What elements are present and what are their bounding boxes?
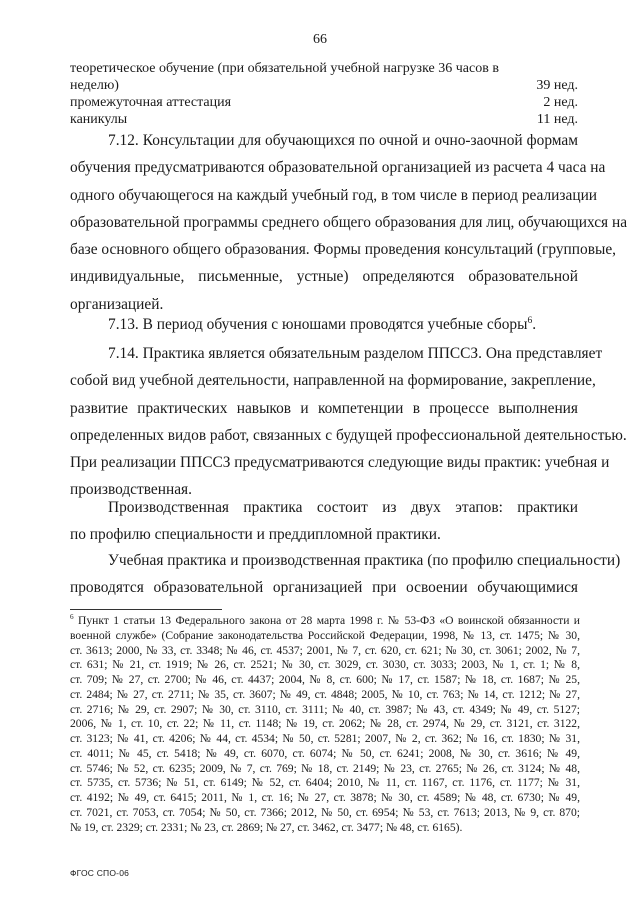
paragraph-educational-practice: Учебная практика и производственная практика (по профилю специальности) проводятся образовательной организацией при освоении обучающимися bbox=[70, 552, 621, 597]
paragraph-production-practice: Производственная практика состоит из двух этапов: практики по профилю специальности и преддипломной практики. bbox=[70, 499, 578, 544]
schedule-row-theory-line1: теоретическое обучение (при обязательной учебной нагрузке 36 часов в bbox=[70, 61, 499, 76]
paragraph-7-14: 7.14. Практика является обязательным разделом ППССЗ. Она представляет собой вид учебной деятельности, направленной на формирование, закрепление, развитие практических навыков и компетенции в процессе выполнения определенных видов работ, связанных с будущей профессиональной деятельностью. При реализации ППССЗ предусматриваются следующие виды практик: учебная и производственная. bbox=[70, 345, 627, 499]
schedule-row-holidays: каникулы 11 нед. bbox=[70, 112, 578, 127]
schedule-holidays-value: 11 нед. bbox=[536, 112, 578, 127]
page-footer: ФГОС СПО-06 bbox=[70, 868, 130, 878]
paragraph-7-12: 7.12. Консультации для обучающихся по очной и очно-заочной формам обучения предусматриваются образовательной организацией из расчета 4 часа на одного обучающегося на каждый учебный год, в том числе в период реализации образовательной программы среднего общего образования для лиц, обучающихся на базе основного общего образования. Формы проведения консультаций (групповые, индивидуальные, письменные, устные) определяются образовательной организацией. bbox=[70, 132, 628, 313]
schedule-row-attestation: промежуточная аттестация 2 нед. bbox=[70, 95, 578, 110]
footnote-separator bbox=[70, 609, 222, 610]
page-number: 66 bbox=[313, 32, 327, 47]
schedule-row-theory-line2: неделю) 39 нед. bbox=[70, 78, 578, 93]
footnote-number: 6 bbox=[70, 613, 74, 622]
schedule-attestation-value: 2 нед. bbox=[543, 95, 578, 110]
paragraph-7-13: 7.13. В период обучения с юношами проводятся учебные сборы$^6$. bbox=[108, 314, 537, 333]
footnote-ref: 6 bbox=[527, 314, 533, 326]
schedule-theory-value: 39 нед. bbox=[536, 78, 578, 93]
footnote: $^6$ Пункт 1 статьи 13 Федерального закона от 28 марта 1998 г. № 53-ФЗ «О воинской обязанности и военной службе» (Собрание законодательства Российской Федерации, 1998, № 13, ст. 1475; № 30, ст. 3613; 2000, № 33, ст. 3348; № 46, ст. 4537; 2001, № 7, ст. 620, ст. 621; № 30, ст. 3061; 2002, № 7, ст. 631; № 21, ст. 1919; № 26, ст. 2521; № 30, ст. 3029, ст. 3030, ст. 3033; 2003, № 1, ст. 1; № 8, ст. 709; № 27, ст. 2700; № 46, ст. 4437; 2004, № 8, ст. 600; № 17, ст. 1587; № 18, ст. 1687; № 25, ст. 2484; № 27, ст. 2711; № 35, ст. 3607; № 49, ст. 4848; 2005, № 10, ст. 763; № 14, ст. 1212; № 27, ст. 2716; № 29, ст. 2907; № 30, ст. 3110, ст. 3111; № 40, ст. 3987; № 43, ст. 4349; № 49, ст. 5127; 2006, № 1, ст. 10, ст. 22; № 11, ст. 1148; № 19, ст. 2062; № 28, ст. 2974, № 29, ст. 3121, ст. 3122, ст. 3123; № 41, ст. 4206; № 44, ст. 4534; № 50, ст. 5281; 2007, № 2, ст. 362; № 16, ст. 1830; № 31, ст. 4011; № 45, ст. 5418; № 49, ст. 6070, ст. 6074; № 50, ст. 6241; 2008, № 30, ст. 3616; № 49, ст. 5746; № 52, ст. 6235; 2009, № 7, ст. 769; № 18, ст. 2149; № 23, ст. 2765; № 26, ст. 3124; № 48, ст. 5735, ст. 5736; № 51, ст. 6149; № 52, ст. 6404; 2010, № 11, ст. 1167, ст. 1176, ст. 1177; № 31, ст. 4192; № 49, ст. 6415; 2011, № 1, ст. 16; № 27, ст. 3878; № 30, ст. 4589; № 48, ст. 6730; № 49, ст. 7021, ст. 7053, ст. 7054; № 50, ст. 7366; 2012, № 50, ст. 6954; № 53, ст. 7613; 2013, № 9, ст. 870; № 19, ст. 2329; ст. 2331; № 23, ст. 2869; № 27, ст. 3462, ст. 3477; № 48, ст. 6165). bbox=[70, 613, 580, 834]
